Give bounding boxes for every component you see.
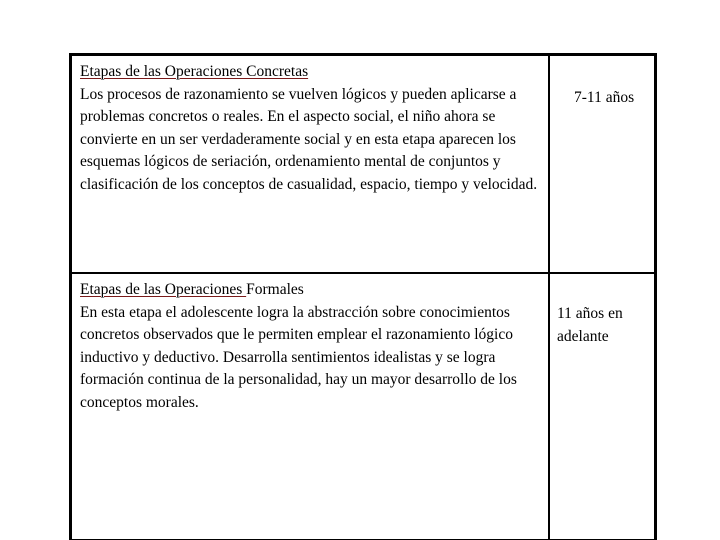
stage-title: Etapas de las Operaciones bbox=[80, 281, 247, 298]
stage-age-cell bbox=[549, 273, 656, 540]
stage-age: 7-11 años bbox=[574, 89, 635, 106]
table-row bbox=[71, 273, 656, 540]
stage-title: Etapas de las Operaciones Concretas bbox=[80, 63, 309, 80]
stage-age-cell bbox=[549, 55, 656, 274]
stages-table bbox=[69, 53, 657, 540]
stage-description-cell bbox=[71, 273, 550, 540]
stage-description: En esta etapa el adolescente logra la abstracción sobre conocimientos concretos observados que le permiten emplear el razonamiento lógico inductivo y deductivo. Desarrolla sentimientos idealistas y se logra formación continua de la personalidad, hay un mayor desarrollo de los conceptos morales. bbox=[80, 303, 517, 411]
stage-description: Los procesos de razonamiento se vuelven lógicos y pueden aplicarse a problemas concretos o reales. En el aspecto social, el niño ahora se convierte en un ser verdaderamente social y en esta etapa aparecen los esquemas lógicos de seriación, ordenamiento mental de conjuntos y clasificación de los conceptos de casualidad, espacio, tiempo y velocidad. bbox=[80, 85, 538, 193]
stage-title-suffix: Formales bbox=[246, 281, 304, 298]
stage-age: 11 años en adelante bbox=[557, 305, 623, 345]
stage-description-cell bbox=[71, 55, 550, 274]
table-row bbox=[71, 55, 656, 274]
